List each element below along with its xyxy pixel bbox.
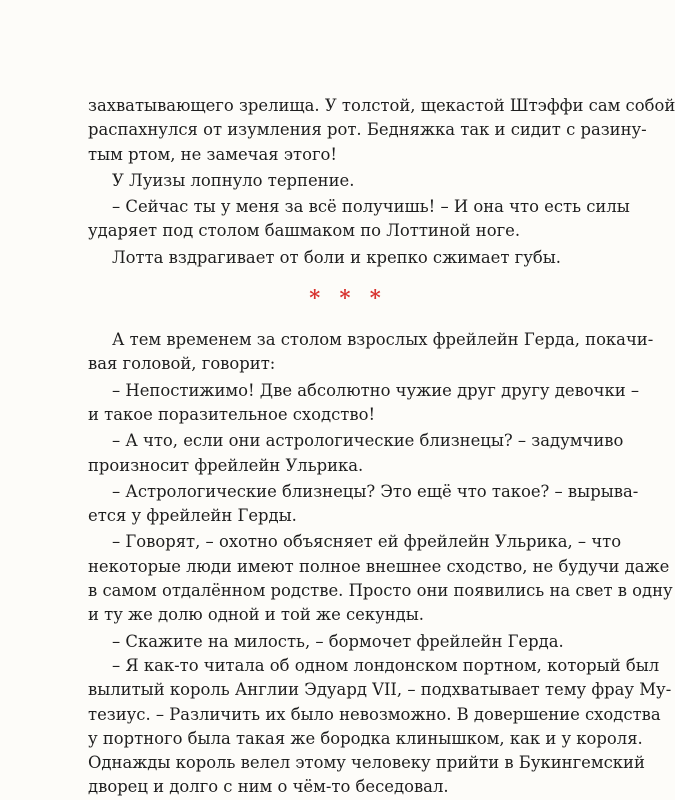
text-line: – Непостижимо! Две абсолютно чужие друг другу девочки – <box>112 380 640 400</box>
text-line: вая головой, говорит: <box>88 354 276 374</box>
text-line: дворец и долго с ним о чём-то беседовал. <box>88 777 449 797</box>
text-line: захватывающего зрелища. У толстой, щекастой Штэффи сам собой <box>88 96 675 115</box>
text-line: и такое поразительное сходство! <box>88 404 376 424</box>
text-line: распахнулся от изумления рот. Бедняжка так и сидит с разину- <box>88 120 647 140</box>
text-line: и ту же долю одной и той же секунды. <box>88 605 425 625</box>
text-line: у портного была такая же бородка клинышком, как и у короля. <box>88 728 643 748</box>
text-line: в самом отдалённом родстве. Просто они появились на свет в одну <box>88 581 673 601</box>
text-line: – Я как-то читала об одном лондонском портном, который был <box>112 655 660 675</box>
text-line: вылитый король Англии Эдуард VII, – подхватывает тему фрау Му- <box>88 680 672 700</box>
text-line: Лотта вздрагивает от боли и крепко сжимает губы. <box>112 247 561 267</box>
text-line: Однажды король велел этому человеку прийти в Букингемский <box>88 753 645 773</box>
text-line: У Луизы лопнуло терпение. <box>112 170 355 190</box>
text-line: произносит фрейлейн Ульрика. <box>88 455 364 475</box>
text-line: тезиус. – Различить их было невозможно. В довершение сходства <box>88 704 661 724</box>
text-line: некоторые люди имеют полное внешнее сходство, не будучи даже <box>88 556 670 576</box>
section-divider: * * * <box>309 285 387 311</box>
text-line: тым ртом, не замечая этого! <box>88 144 337 164</box>
page-text <box>88 94 675 800</box>
text-line: А тем временем за столом взрослых фрейлейн Герда, покачи- <box>112 330 654 350</box>
text-line: – Говорят, – охотно объясняет ей фрейлейн Ульрика, – что <box>112 532 622 552</box>
text-line: ется у фрейлейн Герды. <box>88 506 297 526</box>
text-line: – Сейчас ты у меня за всё получишь! – И она что есть силы <box>112 197 630 217</box>
text-line: – А что, если они астрологические близнецы? – задумчиво <box>112 431 624 451</box>
text-line: ударяет под столом башмаком по Лоттиной ноге. <box>88 221 521 241</box>
text-line: – Астрологические близнецы? Это ещё что такое? – вырыва- <box>112 481 639 501</box>
text-line: – Скажите на милость, – бормочет фрейлейн Герда. <box>112 631 564 651</box>
